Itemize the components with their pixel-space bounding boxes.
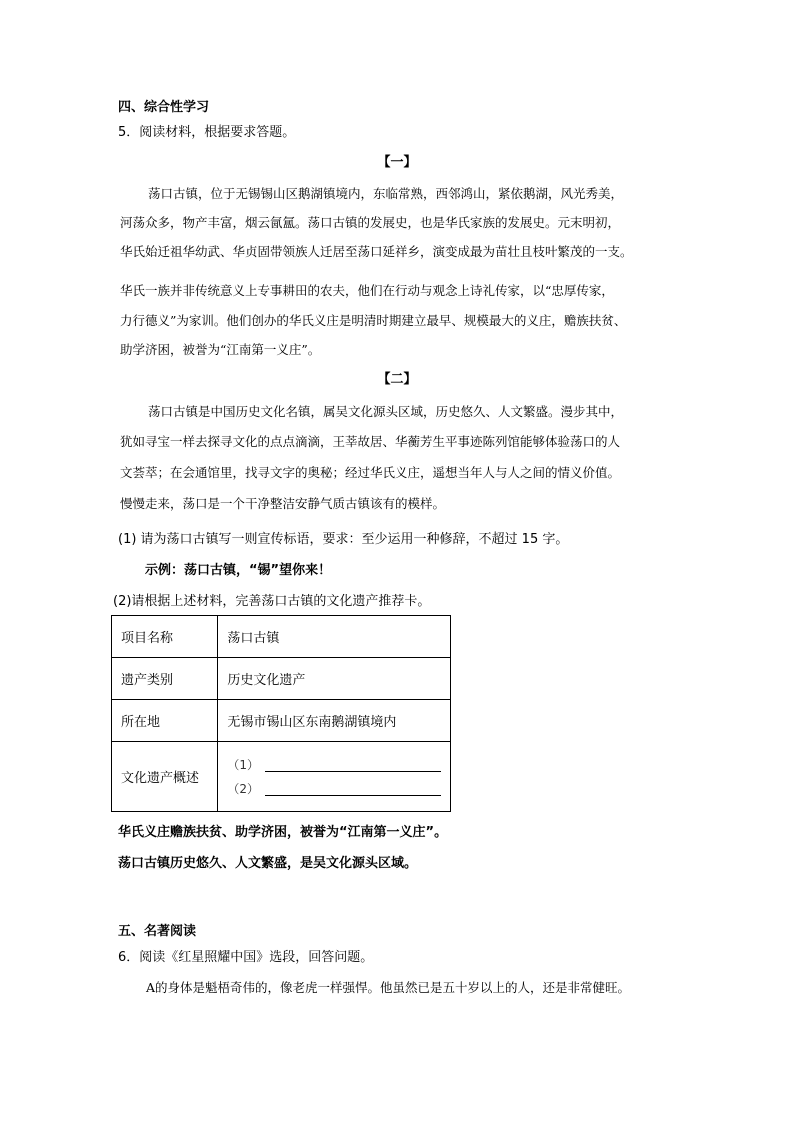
material-line: 助学济困，被誉为“江南第一义庄”。: [120, 342, 321, 357]
answer-blank-2[interactable]: [265, 781, 441, 796]
example-answer: 示例：荡口古镇，“锡”望你来！: [145, 563, 332, 578]
section-heading: 四、综合性学习: [118, 100, 210, 115]
table-row: [112, 616, 451, 658]
answer-text: 华氏义庄赡族扶贫、助学济困，被誉为“江南第一义庄”。: [118, 825, 448, 840]
card-label: 所在地: [112, 700, 218, 742]
excerpt-text: A的身体是魁梧奇伟的，像老虎一样强悍。他虽然已是五十岁以上的人，还是非常健旺。: [146, 980, 631, 995]
material-line: 荡口古镇，位于无锡锡山区鹅湖镇境内，东临常熟，西邻鸿山，紧依鹅湖，风光秀美，: [148, 186, 624, 201]
card-value: 荡口古镇: [218, 616, 451, 658]
material-line: 慢慢走来，荡口是一个干净整洁安静气质古镇该有的模样。: [120, 496, 446, 511]
section-heading: 五、名著阅读: [118, 924, 197, 939]
card-label: 遗产类别: [112, 658, 218, 700]
material-line: 力行德义”为家训。他们创办的华氏义庄是明清时期建立最早、规模最大的义庄，赡族扶贫、: [120, 313, 627, 328]
answer-text: 荡口古镇历史悠久、人文繁盛，是吴文化源头区域。: [118, 856, 418, 871]
table-row: [112, 700, 451, 742]
material-title: 【二】: [377, 372, 417, 387]
question-text: 5．阅读材料，根据要求答题。: [118, 125, 296, 140]
material-title: 【一】: [377, 155, 417, 170]
heritage-card-table: [111, 615, 451, 812]
answer-blank-row: [227, 753, 441, 777]
card-label: 项目名称: [112, 616, 218, 658]
material-line: 犹如寻宝一样去探寻文化的点点滴滴，王莘故居、华蘅芳生平事迹陈列馆能够体验荡口的人: [120, 434, 621, 449]
table-row: [112, 742, 451, 812]
material-line: 文荟萃；在会通馆里，找寻文字的奥秘；经过华氏义庄，遥想当年人与人之间的情义价值。: [120, 465, 621, 480]
answer-blank-1[interactable]: [265, 757, 441, 772]
material-line: 河荡众多，物产丰富，烟云氤氲。荡口古镇的发展史，也是华氏家族的发展史。元末明初，: [120, 215, 621, 230]
sub-question-1: (1) 请为荡口古镇写一则宣传标语，要求：至少运用一种修辞，不超过 15 字。: [118, 532, 569, 547]
material-line: 荡口古镇是中国历史文化名镇，属吴文化源头区域，历史悠久、人文繁盛。漫步其中，: [148, 404, 624, 419]
question-text: 6．阅读《红星照耀中国》选段，回答问题。: [118, 950, 374, 965]
sub-question-2: (2)请根据上述材料，完善荡口古镇的文化遗产推荐卡。: [113, 594, 431, 609]
blank-number: （1）: [227, 758, 259, 772]
card-value: 无锡市锡山区东南鹅湖镇境内: [218, 700, 451, 742]
table-row: [112, 658, 451, 700]
material-line: 华氏一族并非传统意义上专事耕田的农夫，他们在行动与观念上诗礼传家，以“忠厚传家，: [120, 283, 614, 298]
blank-number: （2）: [227, 782, 259, 796]
answer-blank-row: [227, 777, 441, 801]
card-label: 文化遗产概述: [112, 742, 218, 812]
card-blanks: [218, 742, 451, 812]
material-line: 华氏始迁祖华幼武、华贞固带领族人迁居至荡口延祥乡，演变成最为苗壮且枝叶繁茂的一支。: [120, 244, 633, 259]
card-value: 历史文化遗产: [218, 658, 451, 700]
